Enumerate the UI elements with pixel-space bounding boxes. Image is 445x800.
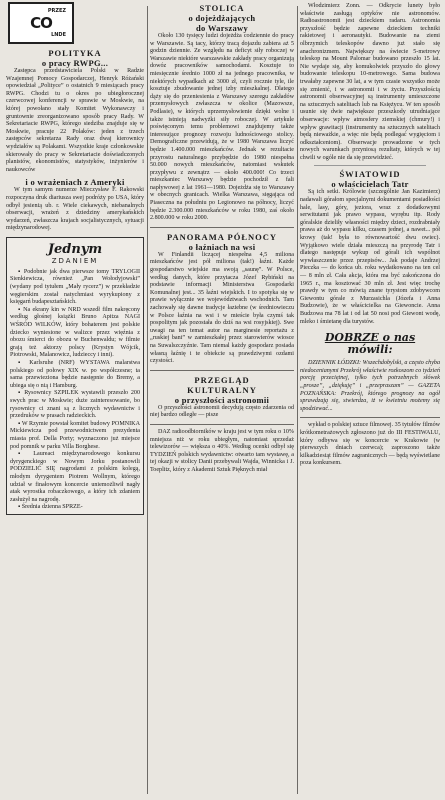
column-box xyxy=(6,237,144,515)
banner-subtitle: ZDANIEM xyxy=(51,256,99,265)
article-body-quotes: DZIENNIK ŁÓDZKI: Wszechdobylski, a często chyba niedocenianymi Przekrój właściwie rozkoszom co tydzień porcję przeciętnej, tylko tych potrzebnych słówek „prosze”, „dziękuję” i „przepraszam” — GAZETA POZNAŃSKA: Przekrój, którego prognozy na ogół sprawdzają się, stwierdza, iż w kwietniu możemy się spodziewać... xyxy=(300,360,440,412)
logo-main-text: CO xyxy=(30,14,52,32)
banner-title: Jednym xyxy=(47,241,103,257)
section-title-laznie: o łaźniach na wsi xyxy=(188,241,256,252)
list-item: ▪ W Rzymie powstał komitet budowy POMNIKA Mickiewicza pod przewodnictwem prezydenta miasta prof. Della Porty; wyznaczono już miejsce pod pomnik w parku Villa Borghese. xyxy=(10,420,140,450)
handwritten-line1: DOBRZE o nas xyxy=(324,331,416,345)
column-banner xyxy=(10,242,140,265)
middle-column xyxy=(150,0,294,800)
article-body-laznie: W Finlandii liczącej niespełna 4,5 miliona mieszkańców jest pół miliona (tak!) łaźni. Każde gospodarstwo wiejskie ma swoją „saunę”. W Polsce, według danych, które przytacza Józef Rybiński na podstawie informacji Ministerstwa Gospodarki Komunalnej jest... 35 łaźni wiejskich. I to spotyka się w prawie wyłącznie we województwach wschodnich. Tam zachowały się dawne tradycje łaziebne (w średniowieczu w Polsce łaźnia na wsi i w mieście była czymś tak pospolitym jak pozostała do dziś na wsi rosyjskiej). Swe uwagi na ten temat autor na marginesie reportażu z „ruskiej bani” w zamieszkałej przez starowierów wiosce na Suwalszczyźnie. Tam niemal każdy gospodarz posiada własną łaźnię i te obiekcie są prawdziwymi ozdami czystości. xyxy=(150,251,294,365)
left-column xyxy=(6,0,144,800)
section-title-astronomia: o przyszłości astronomii xyxy=(174,394,270,405)
section-title-line2: do Warszawy xyxy=(195,23,249,33)
section-title-rwpg: o pracy RWPG... xyxy=(41,58,109,68)
list-item: ▪ Na ekrany kin w NRD wszedł film nakręcony według głośnej książki Bruno Apitza NAGI WŚRÓD WILKÓW, który bohaterem jest polskie dziecko wyniesione w walizce przez więźnia z obozu śmierci do obozu w Buchenwaldu; w filmie grają też aktorzy polscy (Krystyn Wójcik, Piotrowski, Malanowicz, ludzieccy i inni). xyxy=(10,306,141,359)
handwritten-line2: mówili: xyxy=(347,343,393,357)
przekroj-logo xyxy=(8,2,74,44)
section-divider xyxy=(150,424,294,425)
section-title-america: i o wrażeniach z Ameryki xyxy=(25,177,125,188)
article-body-america: W tym samym numerze Mieczysław F. Rakowski rozpoczyna druk diariusza swej podróży po USA, który odbył jesienią ub. r. Wiele ciekawych, niebanalnych obserwacji, wrażeń z dziedziny amerykańskich wydarzeń, zwłaszcza krajach socjalistycznych, sytuacji międzynarodowej. xyxy=(6,187,144,232)
column-divider xyxy=(297,6,298,794)
article-body-tatry: Są ich setki. Królowie (szczególnie Jan Kazimierz) nadawali górałom specjalnymi dokumentami posiadłości hale, lasy, góry, jeziora, wraz z dodatkowymi serwitutami jak prawo wypasu, wyrębu itp. Rody góralskie dzieliły własności między dzieci, rozdrabniały prawa aż do wypasu kilku, czasem jednej, a nawet... pół krowy (tak! była to równowartość dwu owiec). Wyjątkowo wiele działa mieszczą na przyrodę Tatr i dlatego następuje wykup od górali ich wspólnot wywłaszczenie przez przepisów... Jak podaje Andrzej Pieczka — do końca ub. roku wydatkowano na ten cel — 8 mln zł. Cała akcja, która ma być zakończona do 1965 r., ma kosztować 30 mln zł. Jest więc trochę prawdy w tym co mówią znane tyrystom zdobywcom Giewontu górale z Murzasichla (Józefa i Anna Budzowie), że w właścicielka na Giewoncie. Anna Budzowa ma 78 lat i od lat 50 nosi pod Giewont wodę, mleko i śmietanę dla turystów. xyxy=(300,189,440,325)
article-body-festival: wykład o polskiej sztuce filmowej. 35 tytułów filmów krótkometrażowych zgłoszono już do III FESTIWALU, który odbywa się w koncercie w Krakowie (w pierwszych dniach czerwca); zaproszono także kilkadziesiąt filmów zagranicznych — będą wyświetlane poza konkursem. xyxy=(300,422,440,467)
section-kicker-przeglad: PRZEGLĄD xyxy=(194,374,250,385)
logo-top-text: PRZEZ xyxy=(47,8,66,14)
right-column xyxy=(300,0,440,800)
handwritten-heading xyxy=(300,332,440,356)
section-divider xyxy=(314,165,426,166)
logo-bottom-text: LNDE xyxy=(51,32,66,38)
section-kicker-swiatowid: ŚWIATOWID xyxy=(339,169,401,180)
list-item: ▪ Średnia dzienna SPRZE- xyxy=(18,504,83,511)
article-body-astronomia-cont: Włodzimierz Zonn. — Odkrycie lunety było właściwie zasługą optyków nie astronomów. Radioastronomii jest dzieckiem radaru. Astronomia przyszłość będzie zapewne dzieckiem techniki rakietowej i aeronautyki. Budowanie na ziemi olbrzymich teleskopów dawno już stało się anachronizmem. Największy na świecie 5-metrowy teleskop na Mount Palomar budowano przeszło 15 lat. Nie wydaje się, aby komukolwiek przyszło do głowy budowanie teleskopu 10-metrowego. Sama budowa trwałaby zapewne 30 lat, a w tym czasie wszystko może się zmienić, i w astronomii i w życiu. Przyszłością astronomii obserwacyjnej są instrumenty umieszczone na sztucznych satelitach lub na Księżycu. W ten sposób usunie się dwie największe przeszkody utrudniające obserwacje: wpływ atmosfery ziemskiej (chmury!) i wpływ grawitacji (instrumenty na sztucznych satelitach będą nieważkie, a więc nie będą podlegać wygięciom i odkształceniom). Obserwacje prowadzone w tych nowych warunkach przyniosą rezultaty, których w tej chwili w ogóle nie da się przewidzieć. xyxy=(300,3,440,161)
section-kicker-kulturalny: KULTURALNY xyxy=(187,384,257,395)
section-kicker-stolica: STOLICA xyxy=(199,3,245,13)
section-kicker-polityka: POLITYKA xyxy=(48,48,102,58)
article-body-astronomia: O przyszłości astronomii decydują często zdarzenia od niej bardzo odległe — pisze xyxy=(150,404,294,419)
list-item: ▪ Laureaci międzynarodowego konkursu dyrygenckiego w Nowym Jorku postanowili PODZIELIĆ SIĘ nagrodami z polskim kolegą, młodym dyrygentem Piotrem Wollnym, którego udział w finałowym koncercie uniemożliwił nagły atak wyrostka robaczkowego, a który ich zdaniem zasłużył na nagrodę. xyxy=(10,451,140,503)
section-title-tatry: o właścicielach Tatr xyxy=(331,179,409,190)
list-item: ▪ Rysownicy SZPILEK wystawili przeszło 200 swych prac w Moskwie; duże zainteresowanie, bo rysownicy ci znani są z licznych wydawnictw i przedruków w prasach radzieckich. xyxy=(10,390,140,420)
article-body-daz: DAZ radioodbiorników w kraju jest w tym roku o 10% mniejsza niż w roku ubiegłym, natomiast sprzedaż telewizorów — większa o 40%. Według ocenki odbył się TYDZIEŃ polskich wydawnictw: otwarto tam wystawę, a tej okazji w stolicy Danii przebywali Wajda, Winnicka i J. Toeplitz, który z Akademii Sztuk Pięknych miał xyxy=(150,428,294,473)
article-body-rwpg: Zastępca przedstawiciela Polski w Radzie Wzajemnej Pomocy Gospodarczej, Henryk Różański opowiedział „Polityce” o ostatnich 9 miesiącach pracy RWPG. Chodzi tu o okres po ubiegłorocznej czerwcowej konferencji w sprawie w Moskwie, na której powołano stały Komitet Wykonawczy i gruntownie zreorganizowano sposób pracy Rady. W Sekretariacie RWPG, którego siedziba znajduje się w Moskwie, pracuje 22 Polaków: jeden z trzech zastępców sekretarza Rady oraz dwaj kierownicy wydziałów są Polakami. Wszystkie kraje członkowskie skierowały do pracy w Sekretariacie doświadczonych planistów, ekonomistów, statystyków, inżynierów i naukowców xyxy=(6,68,144,173)
list-item: ▪ Karlsruhe (NRF) WYSTAWA malarstwa polskiego od połowy XIX w. po współczesne; ta sama przewieziona będzie następnie do Bremy, a ubiega się o nią i Hamburg. xyxy=(10,360,140,389)
section-title-line1: o dojeżdżających xyxy=(188,13,256,23)
column-divider xyxy=(147,6,148,794)
section-divider xyxy=(150,227,294,228)
section-divider xyxy=(300,417,440,418)
section-kicker-panorama: PANORAMA PÓŁNOCY xyxy=(166,231,278,242)
list-item: ▪ Podobnie jak dwa pierwsze tomy TRYLOGII Sienkiewicza, również „Pan Wołodyjowski” (wydany pod tytułem „Mały rycerz”) w przekładzie węgierskim został natychmiast wyrykupiony z księgarń budapesztańskich. xyxy=(10,268,141,306)
article-body-stolica: Około 130 tysięcy ludzi dojeżdża codziennie do pracy w Warszawie. Są tacy, którzy tracą dojazdu zabiera aż 5 godzin dziennie. Ze względu na deficyt siły roboczej w Warszawie niektóre warszawskie zakłady pracy organizują dowóz pracowników samochodami. Kosztuje to miesięcznie średnio 1000 zł na jednego pracownika, w niektórych wypadkach aż 3000 zł, czyli rocznie tyle, ile kosztuje zbudowanie jednej izby mieszkalnej. Dlatego dąży się do przeniesienia z Warszawy szeregu zakładów przemysłowych zwłaszcza w okolice (Mazowsze, Podlasie), w których uprzemysłowienie dzięki wolne i także istnieją nadwyżki siły roboczej. W artykule poświęconym temu problemowi znajdujemy także interesujące prognozy rozwoju ludnościowego stolicy. Demograficzne przewidują, że w 1980 Warszawa liczyć będzie 1.400.000 mieszkańców. Jednak w rezultacie przyrostu naturalnego przybędzie do 1980 niespełna 50.000 nowych mieszkańców, natomiast wskutek przypływu z zewnątrz — około 400.000! Co trzeci mieszkaniec Warszawy będzie pochodził z fali napływowej z lat 1961—1980. Dojeżdża się to Warszawy w obecnych granicach. Wielka Warszawa, sięgająca od Piaseczna na południu po Legionowo na północy, liczyć będzie 2.300.000 mieszkańców w roku 1980, zaś około 2.800.000 w roku 2000. xyxy=(150,33,294,222)
section-divider xyxy=(150,370,294,371)
